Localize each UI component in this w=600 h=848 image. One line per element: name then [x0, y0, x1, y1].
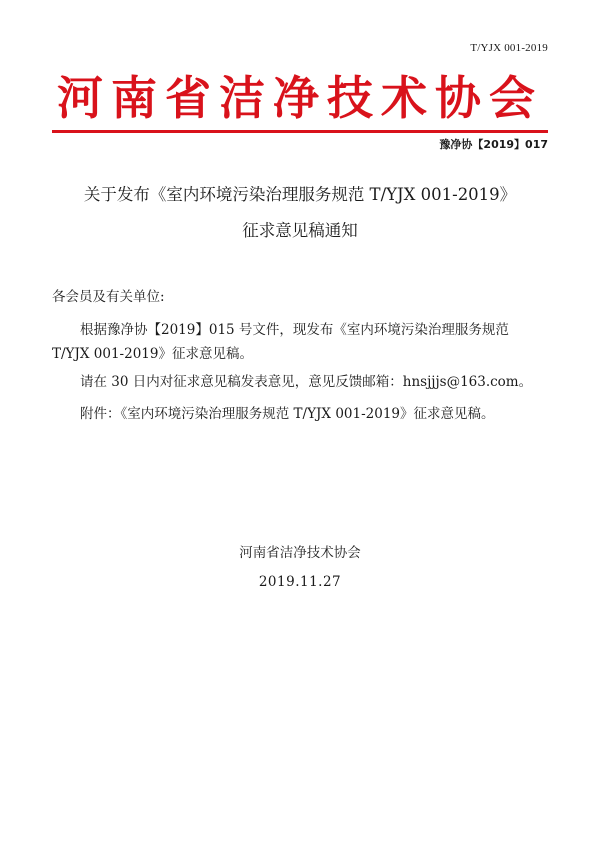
paragraph-3-attachment: 附件：《室内环境污染治理服务规范 T/YJX 001-2019》征求意见稿。 [80, 406, 495, 422]
document-title-line2: 征求意见稿通知 [242, 221, 358, 240]
header-divider [52, 130, 548, 133]
signature-organization: 河南省洁净技术协会 [239, 545, 361, 561]
document-number: 豫净协【2019】017 [439, 138, 548, 151]
paragraph-1-line-2: T/YJX 001-2019》征求意见稿。 [52, 346, 253, 362]
paragraph-1-line-1: 根据豫净协【2019】015 号文件，现发布《室内环境污染治理服务规范 [80, 322, 509, 338]
signature-date: 2019.11.27 [258, 574, 342, 590]
organization-header: 河南省洁净技术协会 [57, 71, 543, 125]
paragraph-2: 请在 30 日内对征求意见稿发表意见，意见反馈邮箱：hnsjjjs@163.com。 [80, 374, 533, 390]
document-title-line1: 关于发布《室内环境污染治理服务规范 T/YJX 001-2019》 [83, 185, 517, 204]
standard-code: T/YJX 001-2019 [470, 42, 548, 54]
salutation: 各会员及有关单位: [52, 289, 165, 305]
